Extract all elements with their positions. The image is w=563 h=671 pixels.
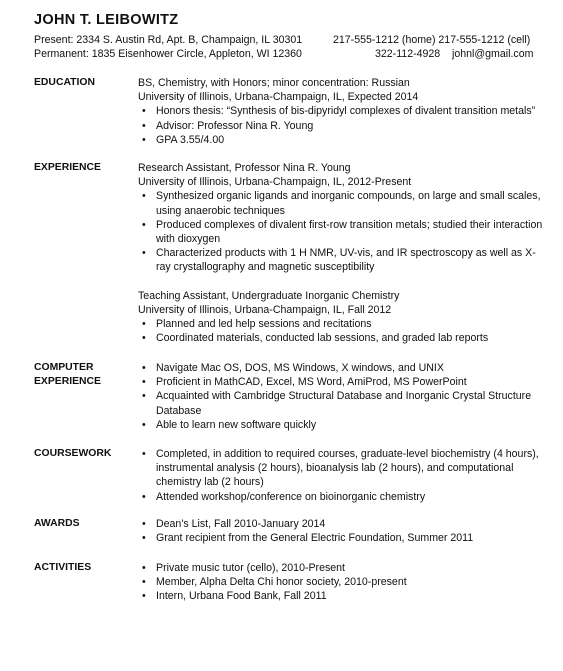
experience-content [138, 161, 548, 345]
list-item: • Attended workshop/conference on bioinorganic chemistry [138, 490, 548, 504]
present-phone: 217-555-1212 (home) 217-555-1212 (cell) [333, 34, 531, 46]
list-item: • Coordinated materials, conducted lab sessions, and graded lab reports [138, 331, 548, 345]
candidate-name: JOHN T. LEIBOWITZ [34, 12, 179, 28]
job-place: University of Illinois, Urbana-Champaign, IL, 2012-Present [138, 176, 412, 189]
list-item: • Acquainted with Cambridge Structural Database and Inorganic Crystal Structure Database [138, 389, 548, 417]
computer-bullets [138, 361, 548, 432]
present-address-row [34, 33, 554, 47]
computer-content [138, 361, 548, 432]
coursework-content [138, 447, 548, 504]
permanent-address-row [34, 47, 554, 61]
computer-heading [34, 361, 101, 389]
coursework-bullets [138, 447, 548, 504]
computer-heading-line1: COMPUTER [34, 362, 94, 373]
list-item: • Intern, Urbana Food Bank, Fall 2011 [138, 589, 548, 603]
awards-bullets [138, 517, 548, 545]
experience-heading: EXPERIENCE [34, 162, 101, 173]
permanent-phone: 322-112-4928 [375, 48, 441, 60]
list-item: • Produced complexes of divalent first-row transition metals; studied their interaction with dioxygen [138, 218, 548, 246]
list-item: • Able to learn new software quickly [138, 418, 548, 432]
education-content [138, 76, 548, 147]
list-item: • Characterized products with 1 H NMR, UV-vis, and IR spectroscopy as well as X-ray crystallography and magnetic susceptibility [138, 246, 548, 274]
present-address: Present: 2334 S. Austin Rd, Apt. B, Champaign, IL 30301 [34, 34, 303, 46]
activities-bullets [138, 561, 548, 604]
list-item: • Member, Alpha Delta Chi honor society, 2010-present [138, 575, 548, 589]
awards-content [138, 517, 548, 545]
education-heading: EDUCATION [34, 77, 95, 88]
job-title: Teaching Assistant, Undergraduate Inorganic Chemistry [138, 289, 400, 302]
email-address: johnl@gmail.com [452, 48, 534, 60]
coursework-heading: COURSEWORK [34, 448, 112, 459]
degree-line: BS, Chemistry, with Honors; minor concentration: Russian [138, 77, 410, 89]
list-item: • Planned and led help sessions and recitations [138, 317, 548, 331]
computer-heading-line2: EXPERIENCE [34, 376, 101, 388]
awards-heading: AWARDS [34, 518, 80, 529]
job-bullets [138, 189, 548, 274]
list-item: • Honors thesis: “Synthesis of bis-dipyridyl complexes of divalent transition metals” [138, 104, 548, 118]
job-title: Research Assistant, Professor Nina R. Young [138, 162, 351, 174]
list-item: • Navigate Mac OS, DOS, MS Windows, X windows, and UNIX [138, 361, 548, 375]
school-line: University of Illinois, Urbana-Champaign, IL, Expected 2014 [138, 91, 419, 104]
permanent-address: Permanent: 1835 Eisenhower Circle, Appleton, WI 12360 [34, 48, 302, 60]
list-item: • Synthesized organic ligands and inorganic compounds, on large and small scales, using anaerobic techniques [138, 189, 548, 217]
job-place: University of Illinois, Urbana-Champaign, IL, Fall 2012 [138, 303, 392, 316]
activities-content [138, 561, 548, 604]
education-bullets [138, 104, 548, 147]
job-bullets [138, 317, 548, 345]
list-item: • Completed, in addition to required courses, graduate-level biochemistry (4 hours), instrumental analysis (2 hours), bioanalysis lab (2 hours), and computational chemistry lab (2 hours) [138, 447, 548, 490]
activities-heading: ACTIVITIES [34, 562, 92, 573]
list-item: • Advisor: Professor Nina R. Young [138, 119, 548, 133]
list-item: • Proficient in MathCAD, Excel, MS Word, AmiProd, MS PowerPoint [138, 375, 548, 389]
list-item: • Private music tutor (cello), 2010-Present [138, 561, 548, 575]
list-item: • GPA 3.55/4.00 [138, 133, 548, 147]
list-item: • Grant recipient from the General Electric Foundation, Summer 2011 [138, 531, 548, 545]
list-item: • Dean's List, Fall 2010-January 2014 [138, 517, 548, 531]
